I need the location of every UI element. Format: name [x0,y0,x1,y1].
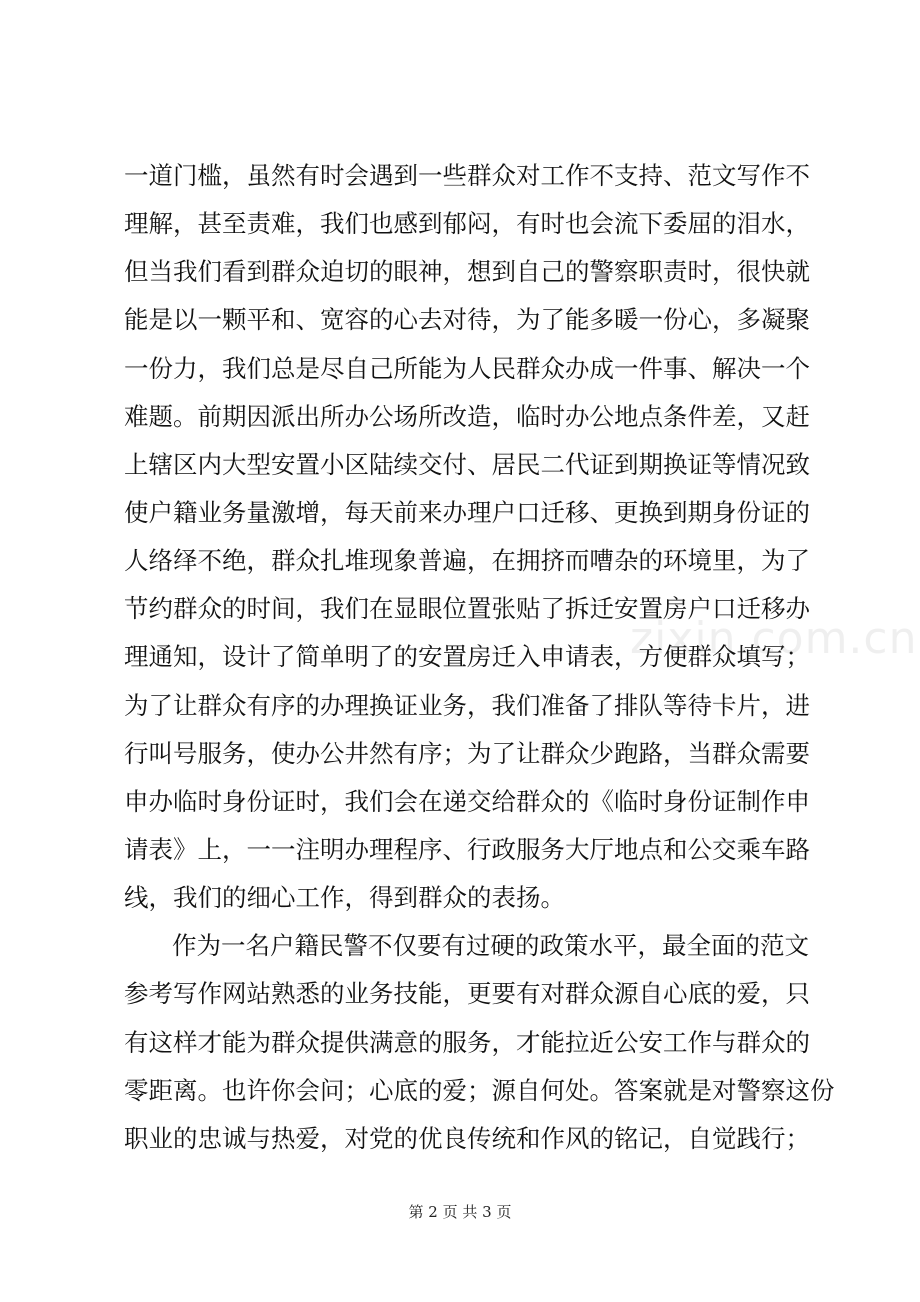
paragraph-line: 使户籍业务量激增，每天前来办理户口迁移、更换到期身份证的 [124,498,810,527]
paragraph-line: 作为一名户籍民警不仅要有过硬的政策水平，最全面的范文 [172,931,809,960]
paragraph-line: 上辖区内大型安置小区陆续交付、居民二代证到期换证等情况致 [124,450,810,479]
paragraph-line: 请表》上，一一注明办理程序、行政服务大厅地点和公交乘车路 [124,835,810,864]
paragraph-line: 零距离。也许你会问；心底的爱；源自何处。答案就是对警察这份 [124,1076,835,1105]
paragraph-line: 线，我们的细心工作，得到群众的表扬。 [124,883,565,912]
paragraph-line: 能是以一颗平和、宽容的心去对待，为了能多暖一份心，多凝聚 [124,305,810,334]
paragraph-line: 职业的忠诚与热爱，对党的优良传统和作风的铭记，自觉践行； [124,1124,810,1153]
page-number-footer: 第 2 页 共 3 页 [408,1203,512,1221]
paragraph-line: 参考写作网站熟悉的业务技能，更要有对群众源自心底的爱，只 [124,979,810,1008]
paragraph-line: 难题。前期因派出所办公场所改造，临时办公地点条件差，又赶 [124,402,810,431]
watermark: zixin.com.cn [630,613,918,664]
paragraph-line: 理通知，设计了简单明了的安置房迁入申请表，方便群众填写； [124,642,810,671]
paragraph-line: 为了让群众有序的办理换证业务，我们准备了排队等待卡片，进 [124,691,810,720]
paragraph-line: 一道门槛，虽然有时会遇到一些群众对工作不支持、范文写作不 [124,161,810,190]
paragraph-line: 行叫号服务，使办公井然有序；为了让群众少跑路，当群众需要 [124,739,810,768]
paragraph-line: 但当我们看到群众迫切的眼神，想到自己的警察职责时，很快就 [124,257,810,286]
paragraph-line: 一份力，我们总是尽自己所能为人民群众办成一件事、解决一个 [124,354,810,383]
paragraph-line: 有这样才能为群众提供满意的服务，才能拉近公安工作与群众的 [124,1028,810,1057]
paragraph-line: 节约群众的时间，我们在显眼位置张贴了拆迁安置房户口迁移办 [124,594,810,623]
paragraph-line: 人络绎不绝，群众扎堆现象普遍，在拥挤而嘈杂的环境里，为了 [124,546,810,575]
paragraph-line: 申办临时身份证时，我们会在递交给群众的《临时身份证制作申 [124,787,810,816]
paragraph-line: 理解，甚至责难，我们也感到郁闷，有时也会流下委屈的泪水， [124,209,810,238]
